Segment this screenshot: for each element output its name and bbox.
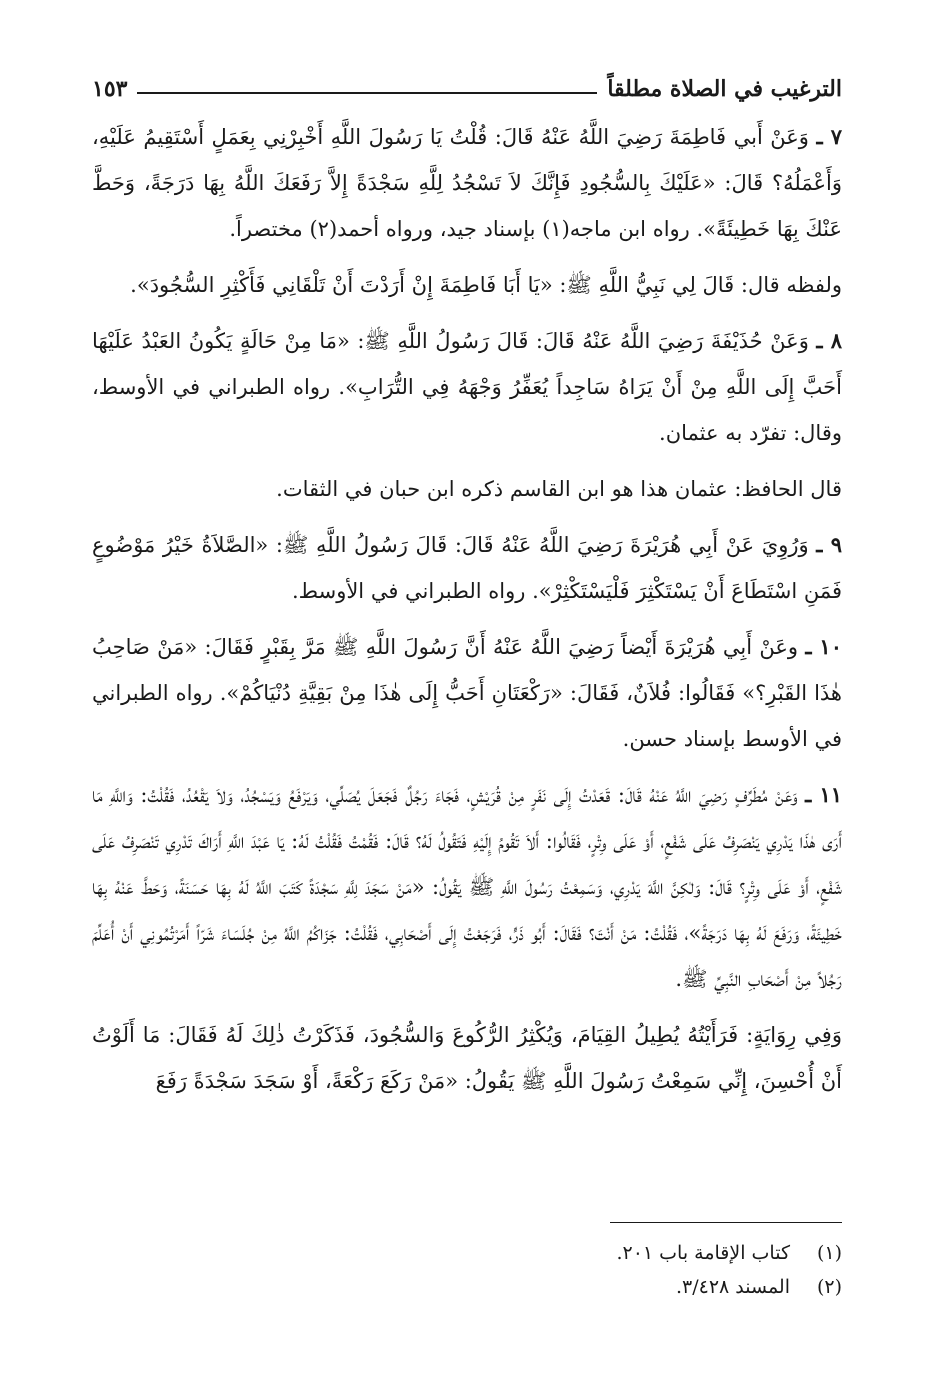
- page-number: ١٥٣: [92, 76, 128, 102]
- paragraph-text: وَفِي رِوَايَةٍ: فَرَأَيْتُهُ يُطِيلُ القِيَامَ، وَيُكْثِرُ الرُّكُوعَ وَالسُّجُودَ، فَذَكَرْتُ ذٰلِكَ لَهُ فَقَالَ: مَا أَلَوْتُ أَنْ أُحْسِنَ، إِنِّي سَمِعْتُ رَسُولَ اللَّهِ ﷺ يَقُولُ: «مَنْ رَكَعَ رَكْعَةً، أَوْ سَجَدَ سَجْدَةً رَفَعَ: [92, 1023, 842, 1093]
- hadith-text: وَعَنْ أَبي فَاطِمَةَ رَضِيَ اللَّهُ عَنْهُ قَالَ: قُلْتُ يَا رَسُولَ اللَّهِ أَخْبِرْنِي بِعَمَلٍ أَسْتَقِيمُ عَلَيْهِ، وَأَعْمَلُهُ؟ قَالَ: «عَلَيْكَ بِالسُّجُودِ فَإِنَّكَ لاَ تَسْجُدُ لِلَّهِ سَجْدَةً إِلاَّ رَفَعَكَ اللَّهُ بِهَا دَرَجَةً، وَحَطَّ عَنْكَ بِهَا خَطِيئَةً». رواه ابن ماجه(١) بإسناد جيد، ورواه أحمد(٢) مختصراً.: [92, 125, 842, 241]
- hadith-text: وَرُوِيَ عَنْ أَبِي هُرَيْرَةَ رَضِيَ اللَّهُ عَنْهُ قَالَ: قَالَ رَسُولُ اللَّهِ ﷺ: «الصَّلاَةُ خَيْرُ مَوْضُوعٍ فَمَنِ اسْتَطَاعَ أَنْ يَسْتَكْثِرَ فَلْيَسْتَكْثِرْ». رواه الطبراني في الأوسط.: [92, 533, 842, 603]
- hadith-number: ١١ ـ: [805, 782, 842, 807]
- header-rule: [137, 92, 597, 94]
- hafiz-note: [92, 466, 842, 512]
- hadith-10: [92, 624, 842, 762]
- footnote-rule: [610, 1222, 842, 1223]
- hadith-number: ٧ ـ: [816, 124, 843, 149]
- footnote-text: كتاب الإقامة باب ٢٠١.: [616, 1242, 790, 1264]
- footnote-1: [92, 1236, 842, 1270]
- hadith-number: ٨ ـ: [816, 328, 843, 353]
- hadith-11-variant: [92, 1012, 842, 1104]
- footnotes: [92, 1236, 842, 1304]
- hadith-8: [92, 318, 842, 456]
- hadith-11: [92, 772, 842, 1002]
- hadith-9: [92, 522, 842, 614]
- hadith-number: ١٠ ـ: [805, 634, 842, 659]
- footnote-2: [92, 1270, 842, 1304]
- hadith-7: [92, 114, 842, 252]
- paragraph-text: ولفظه قال: قَالَ لِي نَبِيُّ اللَّهِ ﷺ: «يَا أَبَا فَاطِمَةَ إِنْ أَرَدْتَ أَنْ تَلْقَانِي فَأَكْثِرِ السُّجُودَ».: [130, 273, 842, 297]
- hadith-number: ٩ ـ: [816, 532, 842, 557]
- chapter-title: الترغيب في الصلاة مطلقاً: [607, 76, 842, 102]
- body-text: [92, 114, 842, 1114]
- footnote-number: (١): [816, 1242, 842, 1264]
- hadith-7-variant: [92, 262, 842, 308]
- hadith-text: وَعَنْ مُطَرِّفٍ رَضِيَ اللَّهُ عَنْهُ قَالَ: قَعَدْتُ إِلَى نَفَرٍ مِنْ قُرَيْشٍ، فَجَاءَ رَجُلٌ فَجَعَلَ يُصَلِّي، وَيَرْفَعُ وَيَسْجُدُ، وَلاَ يَقْعُدُ، فَقُلْتُ: وَاللَّهِ مَا أَرَى هٰذَا يَدْرِي يَنْصَرِفُ عَلَى شَفْعٍ، أَوْ عَلَى وِتْرٍ، فَقَالُوا: أَلاَ تَقُومُ إِلَيْهِ فَتَقُولُ لَهُ؟ قَالَ: فَقُمْتُ فَقُلْتُ لَهُ: يَا عَبْدَ اللَّهِ أَرَاكَ تَدْرِي تَنْصَرِفُ عَلَى شَفْعٍ، أَوْ عَلَى وِتْرٍ؟ قَالَ: وَلٰكِنَّ اللَّهَ يَدْرِي، وَسَمِعْتُ رَسُولَ اللَّهِ ﷺ يَقُولُ: «مَنْ سَجَدَ لِلَّهِ سَجْدَةً كَتَبَ اللَّهُ لَهُ بِهَا حَسَنَةً، وَحَطَّ عَنْهُ بِهَا خَطِيئَةً، وَرَفَعَ لَهُ بِهَا دَرَجَةً»، فَقُلْتُ: مَنْ أَنْتَ؟ فَقَالَ: أَبُو ذَرٍّ، فَرَجَعْتُ إِلَى أَصْحَابِي، فَقُلْتُ: جَزَاكُمُ اللَّهُ مِنْ جُلَسَاءَ شَرّاً أَمَرْتُمُونِي أَنْ أُعَلِّمَ رَجُلاً مِنْ أَصْحَابِ النَّبِيِّ ﷺ.: [92, 783, 842, 991]
- footnote-text: المسند ٣/٤٢٨.: [675, 1276, 790, 1298]
- hadith-text: وعَنْ أَبِي هُرَيْرَةَ أَيْضاً رَضِيَ اللَّهُ عَنْهُ أَنَّ رَسُولَ اللَّهِ ﷺ مَرَّ بِقَبْرٍ فَقَالَ: «مَنْ صَاحِبُ هٰذَا القَبْرِ؟» فَقَالُوا: فُلاَنٌ، فَقَالَ: «رَكْعَتَانِ أَحَبُّ إِلَى هٰذَا مِنْ بَقِيَّةِ دُنْيَاكُمْ». رواه الطبراني في الأوسط بإسناد حسن.: [92, 635, 842, 751]
- footnote-number: (٢): [816, 1276, 842, 1298]
- running-header: [92, 62, 842, 102]
- paragraph-text: قال الحافظ: عثمان هذا هو ابن القاسم ذكره ابن حبان في الثقات.: [276, 477, 842, 501]
- hadith-text: وَعَنْ حُذَيْفَةَ رَضِيَ اللَّهُ عَنْهُ قَالَ: قَالَ رَسُولُ اللَّهِ ﷺ: «مَا مِنْ حَالَةٍ يَكُونُ العَبْدُ عَلَيْهَا أَحَبَّ إِلَى اللَّهِ مِنْ أَنْ يَرَاهُ سَاجِداً يُعَفِّرُ وَجْهَهُ فِي التُّرَابِ». رواه الطبراني في الأوسط، وقال: تفرّد به عثمان.: [92, 329, 842, 445]
